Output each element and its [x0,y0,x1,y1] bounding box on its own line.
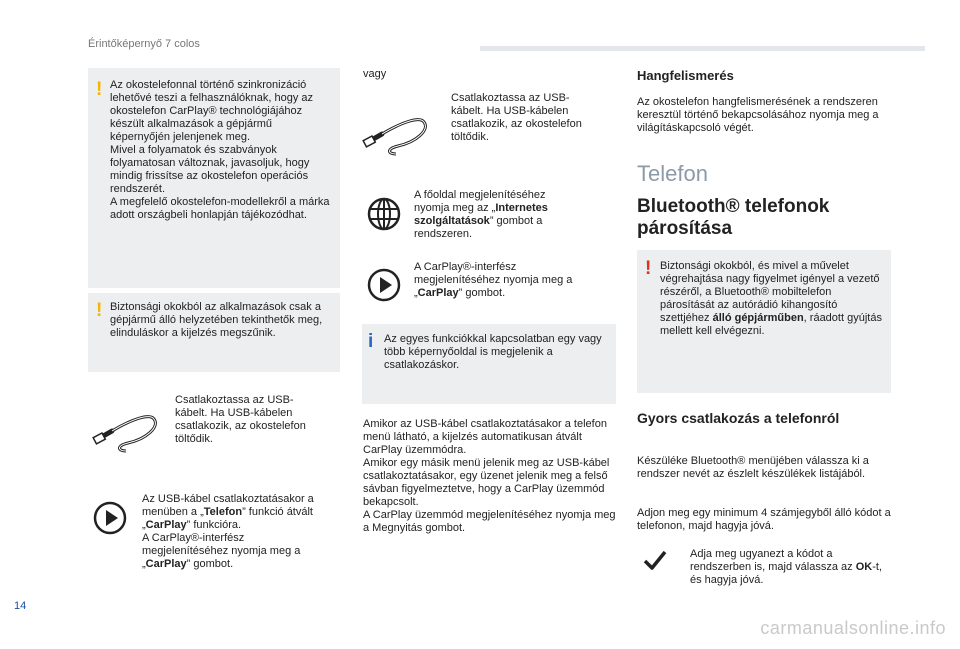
info-box-screens [362,324,616,404]
voice-recognition-text: Az okostelefon hangfelismerésének a rendszeren keresztül történő bekapcsolásához nyomja meg a világításkapcsoló végét. [637,96,879,134]
usb-cable-icon [92,405,164,457]
checkmark-icon [643,549,667,571]
header-bar [480,46,925,51]
info-box-text: Biztonsági okokból az alkalmazások csak a gépjármű álló helyzetében tekinthetők meg, elinduláskor a kijelzés megszűnik. [110,301,323,339]
info-icon: ! [96,79,103,100]
vagy-label: vagy [363,68,387,80]
warning-icon: ! [645,258,652,279]
usb-instruction-text: Csatlakoztassa az USB-kábelt. Ha USB-kábelen csatlakozik, az okostelefon töltődik. [451,92,582,143]
info-icon: ! [96,300,103,321]
info-box-safety [88,293,340,372]
info-icon: i [368,331,374,352]
internet-globe-icon [366,196,402,232]
watermark: carmanualsonline.info [760,618,946,638]
info-box-text: Az okostelefonnal történő szinkronizáció lehetővé teszi a felhasználóknak, hogy az okostelefon CarPlay® technológiájához készült alkalmazások a gépjármű képernyőjén jelenjenek meg. Mivel a folyamatok és szabványok folyamatosan változnak, javasoljuk, hogy mindig frissítse az okostelefon operációs rendszerét. A megfelelő okostelefon-modellekről a márka adott országbeli honlapján tájékozódhat. [110,79,330,221]
carplay-mode-paragraph: Amikor az USB-kábel csatlakoztatásakor a telefon menü látható, a kijelzés automatikusan átvált CarPlay üzemmódra. Amikor egy másik menü jelenik meg az USB-kábel csatlakoztatásakor, egy üzenet jelenik meg a felső sávban figyelmeztetve, hogy a CarPlay üzemmód bekapcsolt. A CarPlay üzemmód megjelenítéséhez nyomja meg a Megnyitás gombot. [363,418,616,534]
heading-quick-connect: Gyors csatlakozás a telefonról [637,410,840,426]
usb-cable-icon [362,108,434,160]
quick-connect-step1: Készüléke Bluetooth® menüjében válassza ki a rendszer nevét az észlelt készülékek listájából. [637,455,869,480]
warning-box-bluetooth [637,250,891,393]
warning-box-text: Biztonsági okokból, és mivel a művelet végrehajtása nagy figyelmet igényel a vezető részéről, a Bluetooth® mobiltelefon párosítását az autórádió kihangosító szettjéhez álló gépjárműben, ráadott gyújtás mellett kell elvégezni. [660,260,882,337]
carplay-play-icon [366,267,402,303]
page-header-title: Érintőképernyő 7 colos [88,38,200,50]
carplay-switch-text: Az USB-kábel csatlakoztatásakor a menüben a „Telefon” funkció átvált „CarPlay” funkcióra. A CarPlay®-interfész megjelenítéséhez nyomja meg a „CarPlay” gombot. [142,493,314,570]
carplay-button-text: A CarPlay®-interfész megjelenítéséhez nyomja meg a „CarPlay” gombot. [414,261,573,299]
heading-bluetooth-pairing: Bluetooth® telefonok párosítása [637,196,830,239]
page-number: 14 [14,600,27,612]
info-box-text: Az egyes funkciókkal kapcsolatban egy vagy több képernyőoldal is megjelenik a csatlakozáskor. [384,333,602,371]
internet-services-text: A főoldal megjelenítéséhez nyomja meg az „Internetes szolgáltatások” gombot a rendszeren. [414,189,548,240]
usb-instruction-text: Csatlakoztassa az USB-kábelt. Ha USB-kábelen csatlakozik, az okostelefon töltődik. [175,394,306,445]
info-box-carplay [88,68,340,288]
quick-connect-step2: Adjon meg egy minimum 4 számjegyből álló kódot a telefonon, majd hagyja jóvá. [637,507,891,532]
confirm-code-text: Adja meg ugyanezt a kódot a rendszerben is, majd válassza az OK-t, és hagyja jóvá. [690,548,882,586]
carplay-play-icon [92,500,128,536]
section-title-telefon: Telefon [637,161,708,186]
heading-voice-recognition: Hangfelismerés [637,68,734,83]
